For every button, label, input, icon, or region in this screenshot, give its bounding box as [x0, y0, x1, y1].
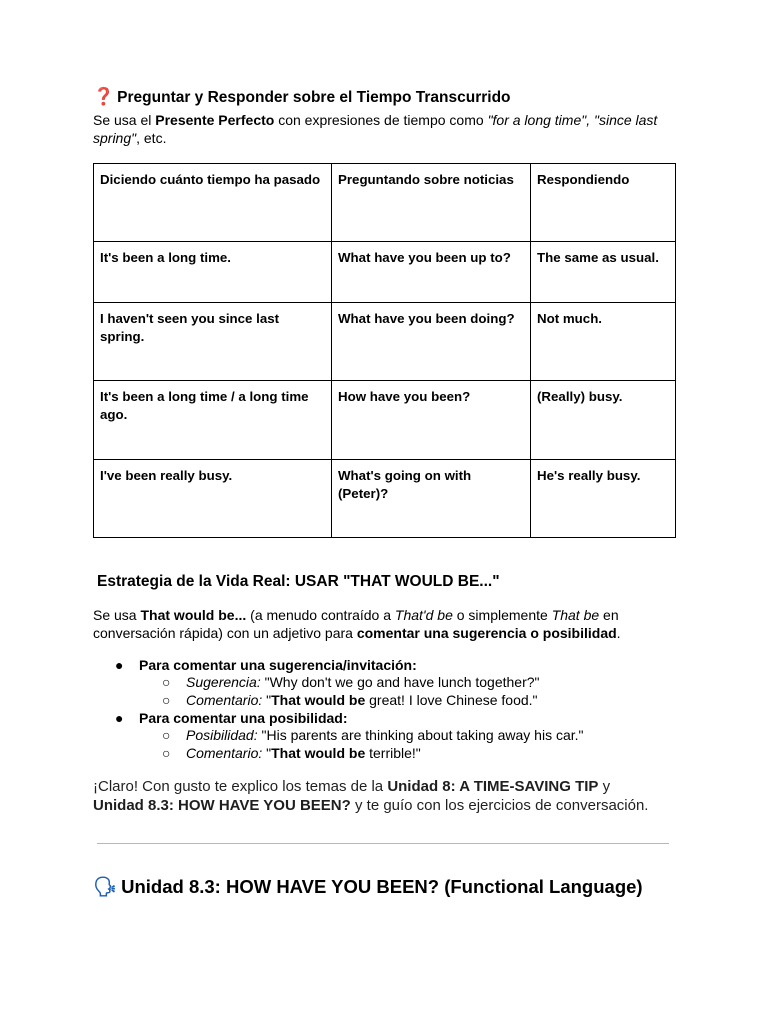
table-row — [94, 460, 676, 538]
section-heading-tiempo: ❓ Preguntar y Responder sobre el Tiempo Transcurrido — [93, 87, 511, 106]
red-question-mark-icon: ❓ — [93, 87, 115, 106]
table-header-cell: Diciendo cuánto tiempo ha pasado — [94, 164, 332, 242]
table-cell: I've been really busy. — [94, 460, 332, 538]
bullet-circle-icon: ○ — [162, 691, 171, 708]
sub-bullet-item: ○ Comentario: "That would be terrible!" — [162, 744, 421, 761]
bullet-circle-icon: ○ — [162, 744, 171, 761]
strategy-paragraph: Se usa That would be... (a menudo contraído a That'd be o simplemente That be en conversación rápida) con un adjetivo para comentar una sugerencia o posibilidad. — [93, 607, 621, 641]
table-cell: It's been a long time. — [94, 242, 332, 303]
table-cell: It's been a long time / a long time ago. — [94, 381, 332, 460]
closing-paragraph: ¡Claro! Con gusto te explico los temas de la Unidad 8: A TIME-SAVING TIP y Unidad 8.3: HOW HAVE YOU BEEN? y te guío con los ejercicios de conversación. — [93, 778, 649, 814]
sub-bullet-item: ○ Sugerencia: "Why don't we go and have lunch together?" — [162, 674, 540, 690]
intro-paragraph: Se usa el Presente Perfecto con expresiones de tiempo como "for a long time", "since last spring", etc. — [93, 112, 658, 146]
table-cell: The same as usual. — [531, 242, 676, 303]
table-cell: How have you been? — [332, 381, 531, 460]
bullet-dot-icon: ● — [115, 657, 124, 673]
table-cell: (Really) busy. — [531, 381, 676, 460]
table-row — [94, 303, 676, 381]
section-heading-unit: 🗣 Unidad 8.3: HOW HAVE YOU BEEN? (Functional Language) — [93, 876, 643, 898]
strategy-bullet-list — [93, 656, 683, 762]
table-row — [94, 242, 676, 303]
table-row — [94, 381, 676, 460]
sub-bullet-item: ○ Comentario: "That would be great! I love Chinese food." — [162, 691, 538, 708]
table-cell: Not much. — [531, 303, 676, 381]
table-cell: He's really busy. — [531, 460, 676, 538]
speaking-head-icon: 🗣 — [93, 877, 118, 898]
expressions-table — [93, 163, 676, 538]
table-header-cell: Respondiendo — [531, 164, 676, 242]
horizontal-divider — [97, 843, 669, 844]
table-cell: What have you been doing? — [332, 303, 531, 381]
table-cell: I haven't seen you since last spring. — [94, 303, 332, 381]
table-header-cell: Preguntando sobre noticias — [332, 164, 531, 242]
bullet-dot-icon: ● — [115, 710, 124, 726]
table-header-row — [94, 164, 676, 242]
bullet-circle-icon: ○ — [162, 727, 171, 743]
table-cell: What have you been up to? — [332, 242, 531, 303]
sub-bullet-item: ○ Posibilidad: "His parents are thinking about taking away his car." — [162, 727, 584, 743]
table-cell: What's going on with (Peter)? — [332, 460, 531, 538]
bullet-item: ● Para comentar una posibilidad: — [115, 710, 348, 726]
section-heading-strategy: Estrategia de la Vida Real: USAR "THAT WOULD BE..." — [97, 573, 500, 590]
bullet-item: ● Para comentar una sugerencia/invitación: — [115, 657, 417, 673]
bullet-circle-icon: ○ — [162, 674, 171, 690]
